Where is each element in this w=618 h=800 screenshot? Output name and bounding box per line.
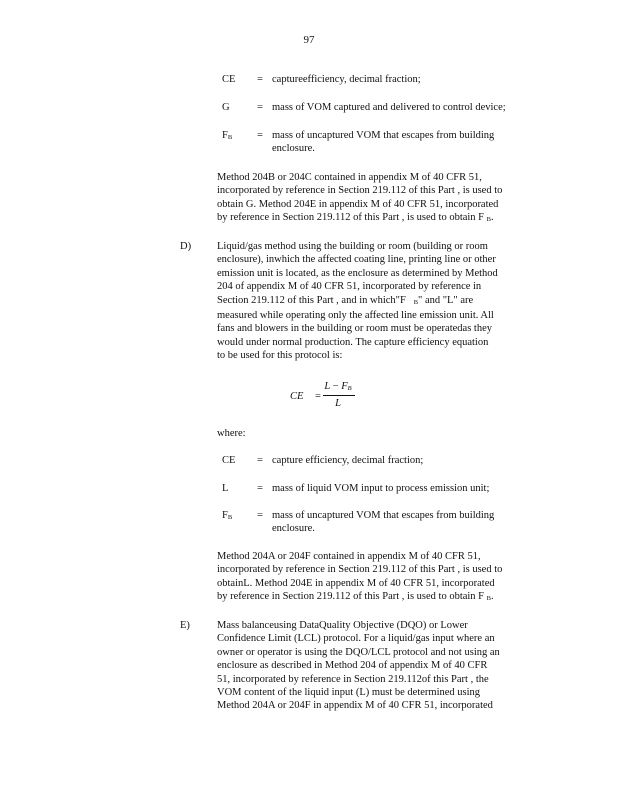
symbol-subscript: B xyxy=(413,298,419,306)
definition-g xyxy=(272,101,537,114)
symbol-letter: F xyxy=(222,130,228,141)
fraction-bar xyxy=(323,395,355,396)
paragraph-line: Confidence Limit (LCL) protocol. For a liquid/gas input where an xyxy=(217,633,495,645)
paragraph-line: 51, incorporated by reference in Section 219.112of this Part , the xyxy=(217,673,489,685)
paragraph-line: obtainL. Method 204E in appendix M of 40 CFR 51, incorporated xyxy=(217,577,495,589)
definition-line: capture efficiency, decimal fraction; xyxy=(272,455,424,466)
equation-lhs: CE xyxy=(290,391,304,402)
paragraph-line: VOM content of the liquid input (L) must be determined using xyxy=(217,687,481,699)
paragraph-line: 204 of appendix M of 40 CFR 51, incorporated by reference in xyxy=(217,281,482,293)
paragraph-line: Method 204A or 204F in appendix M of 40 CFR 51, incorporated xyxy=(217,700,493,712)
symbol-subscript: B xyxy=(227,134,233,141)
definition-l xyxy=(272,482,537,495)
definition-symbol-g: G xyxy=(222,102,230,113)
page-number: 97 xyxy=(303,34,315,46)
numerator-term-a: L xyxy=(324,381,331,392)
symbol-letter: F xyxy=(222,510,228,521)
symbol-subscript: B xyxy=(347,385,352,392)
line-text: Section 219.112 of this Part , and in which"F xyxy=(217,294,406,306)
method-paragraph-2 xyxy=(217,550,540,606)
symbol-subscript: B xyxy=(227,514,233,521)
paragraph-line xyxy=(217,211,540,226)
paragraph-line: Method 204A or 204F contained in appendix M of 40 CFR 51, xyxy=(217,551,481,562)
method-paragraph-1 xyxy=(217,171,540,227)
numerator-operator: − xyxy=(332,381,339,392)
equation-equals: = xyxy=(315,391,321,402)
line-text: by reference in Section 219.112 of this Part , is used to obtain F xyxy=(217,212,485,224)
equation-numerator xyxy=(318,380,358,395)
line-text: by reference in Section 219.112 of this Part , is used to obtain F xyxy=(217,591,485,603)
paragraph-line xyxy=(217,590,540,605)
definition-line: mass of VOM captured and delivered to control device; xyxy=(272,102,506,113)
equals-sign: = xyxy=(257,130,263,141)
paragraph-line: emission unit is located, as the enclosure as determined by Method xyxy=(217,267,498,279)
paragraph-line: obtain G. Method 204E in appendix M of 40 CFR 51, incorporated xyxy=(217,198,499,210)
paragraph-line: incorporated by reference in Section 219.112 of this Part , is used to xyxy=(217,185,503,197)
definition-fb xyxy=(272,129,537,156)
line-end: . xyxy=(491,212,494,224)
definition-symbol-ce: CE xyxy=(222,455,236,466)
definition-line: mass of liquid VOM input to process emission unit; xyxy=(272,483,490,494)
definition-fb xyxy=(272,509,537,536)
definition-line: mass of uncaptured VOM that escapes from building xyxy=(272,510,495,521)
item-e-paragraph xyxy=(217,619,540,713)
definition-line: captureefficiency, decimal fraction; xyxy=(272,74,421,85)
paragraph-line: Method 204B or 204C contained in appendix M of 40 CFR 51, xyxy=(217,172,482,183)
paragraph-line: to be used for this protocol is: xyxy=(217,350,343,362)
symbol-subscript: B xyxy=(486,216,491,224)
definition-ce xyxy=(272,73,537,86)
definition-ce xyxy=(272,454,537,467)
equals-sign: = xyxy=(257,510,263,521)
paragraph-line: enclosure), inwhich the affected coating line, printing line or other xyxy=(217,254,496,266)
equals-sign: = xyxy=(257,483,263,494)
definition-line: enclosure. xyxy=(272,143,315,155)
equation-denominator: L xyxy=(335,398,341,409)
definition-symbol-l: L xyxy=(222,483,229,494)
definition-line: mass of uncaptured VOM that escapes from building xyxy=(272,130,495,141)
capture-efficiency-equation xyxy=(290,380,400,414)
line-end: . xyxy=(491,591,494,603)
item-label-d: D) xyxy=(180,241,192,252)
paragraph-line: Mass balanceusing DataQuality Objective (DQO) or Lower xyxy=(217,620,468,631)
definition-line: enclosure. xyxy=(272,523,315,535)
paragraph-line: Liquid/gas method using the building or room (building or room xyxy=(217,241,488,252)
definition-symbol-fb xyxy=(222,129,246,144)
equals-sign: = xyxy=(257,74,263,85)
paragraph-line: fans and blowers in the building or room must be operatedas they xyxy=(217,323,492,335)
numerator-term-b: F xyxy=(341,381,348,392)
paragraph-line xyxy=(217,294,540,309)
paragraph-line: would under normal production. The capture efficiency equation xyxy=(217,336,489,348)
definition-symbol-fb xyxy=(222,509,246,524)
symbol-subscript: B xyxy=(486,595,491,603)
line-text: " and "L" are xyxy=(418,294,474,306)
item-d-paragraph xyxy=(217,240,540,363)
paragraph-line: measured while operating only the affected line emission unit. All xyxy=(217,310,494,322)
definition-symbol-ce: CE xyxy=(222,74,236,85)
equals-sign: = xyxy=(257,455,263,466)
paragraph-line: incorporated by reference in Section 219.112 of this Part , is used to xyxy=(217,564,503,576)
paragraph-line: enclosure as described in Method 204 of appendix M of 40 CFR xyxy=(217,660,488,672)
equals-sign: = xyxy=(257,102,263,113)
item-label-e: E) xyxy=(180,620,190,631)
where-label: where: xyxy=(217,428,246,439)
paragraph-line: owner or operator is using the DQO/LCL protocol and not using an xyxy=(217,646,500,658)
